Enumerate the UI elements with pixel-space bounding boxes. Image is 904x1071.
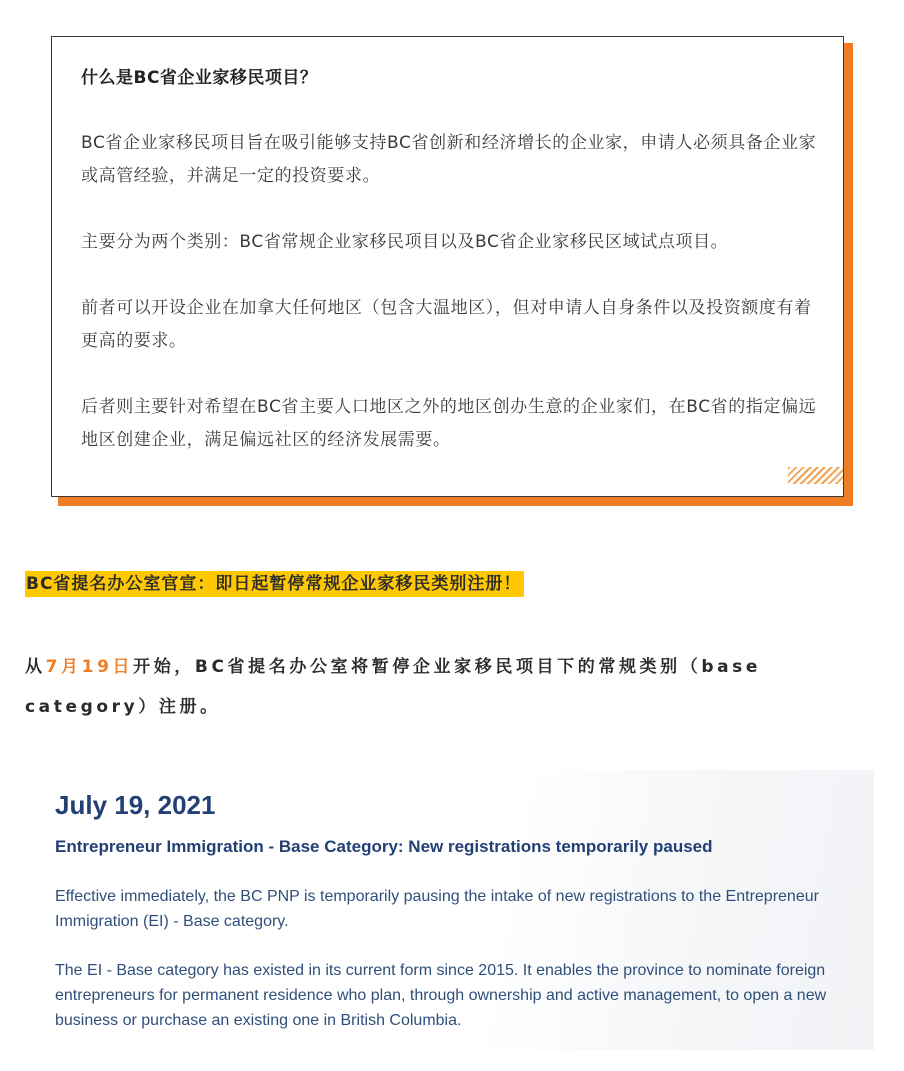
announcement-headline: BC省提名办公室官宣：即日起暂停常规企业家移民类别注册！ bbox=[25, 571, 524, 597]
intro-card bbox=[51, 36, 844, 497]
lead-paragraph bbox=[25, 647, 877, 727]
card-paragraph: 前者可以开设企业在加拿大任何地区（包含大温地区），但对申请人自身条件以及投资额度有着更高的要求。 bbox=[81, 298, 812, 351]
card-paragraph: BC省企业家移民项目旨在吸引能够支持BC省创新和经济增长的企业家，申请人必须具备企业家或高管经验，并满足一定的投资要求。 bbox=[81, 133, 817, 186]
card-paragraph: 后者则主要针对希望在BC省主要人口地区之外的地区创办生意的企业家们，在BC省的指定偏远地区创建企业，满足偏远社区的经济发展需要。 bbox=[81, 397, 817, 450]
card-paragraph: 主要分为两个类别：BC省常规企业家移民项目以及BC省企业家移民区域试点项目。 bbox=[81, 232, 729, 252]
notice-heading: Entrepreneur Immigration - Base Category: New registrations temporarily paused bbox=[55, 837, 713, 856]
lead-text: 开始，BC省提名办公室将暂停企业家移民项目下的常规类别（base category）注册。 bbox=[25, 657, 762, 717]
notice-date: July 19, 2021 bbox=[55, 790, 216, 820]
lead-prefix: 从 bbox=[25, 657, 46, 677]
card-title: 什么是BC省企业家移民项目？ bbox=[81, 68, 318, 88]
notice-paragraph: The EI - Base category has existed in its current form since 2015. It enables the province to nominate foreign entrepreneurs for permanent residence who plan, through ownership and active management, to open a new business or purchase an existing one in British Columbia. bbox=[55, 962, 827, 1029]
notice-paragraph: Effective immediately, the BC PNP is temporarily pausing the intake of new registrations to the Entrepreneur Immigration (EI) - Base category. bbox=[55, 888, 819, 930]
hatch-decoration bbox=[788, 467, 843, 484]
lead-date-highlight: 7月19日 bbox=[45, 657, 134, 677]
